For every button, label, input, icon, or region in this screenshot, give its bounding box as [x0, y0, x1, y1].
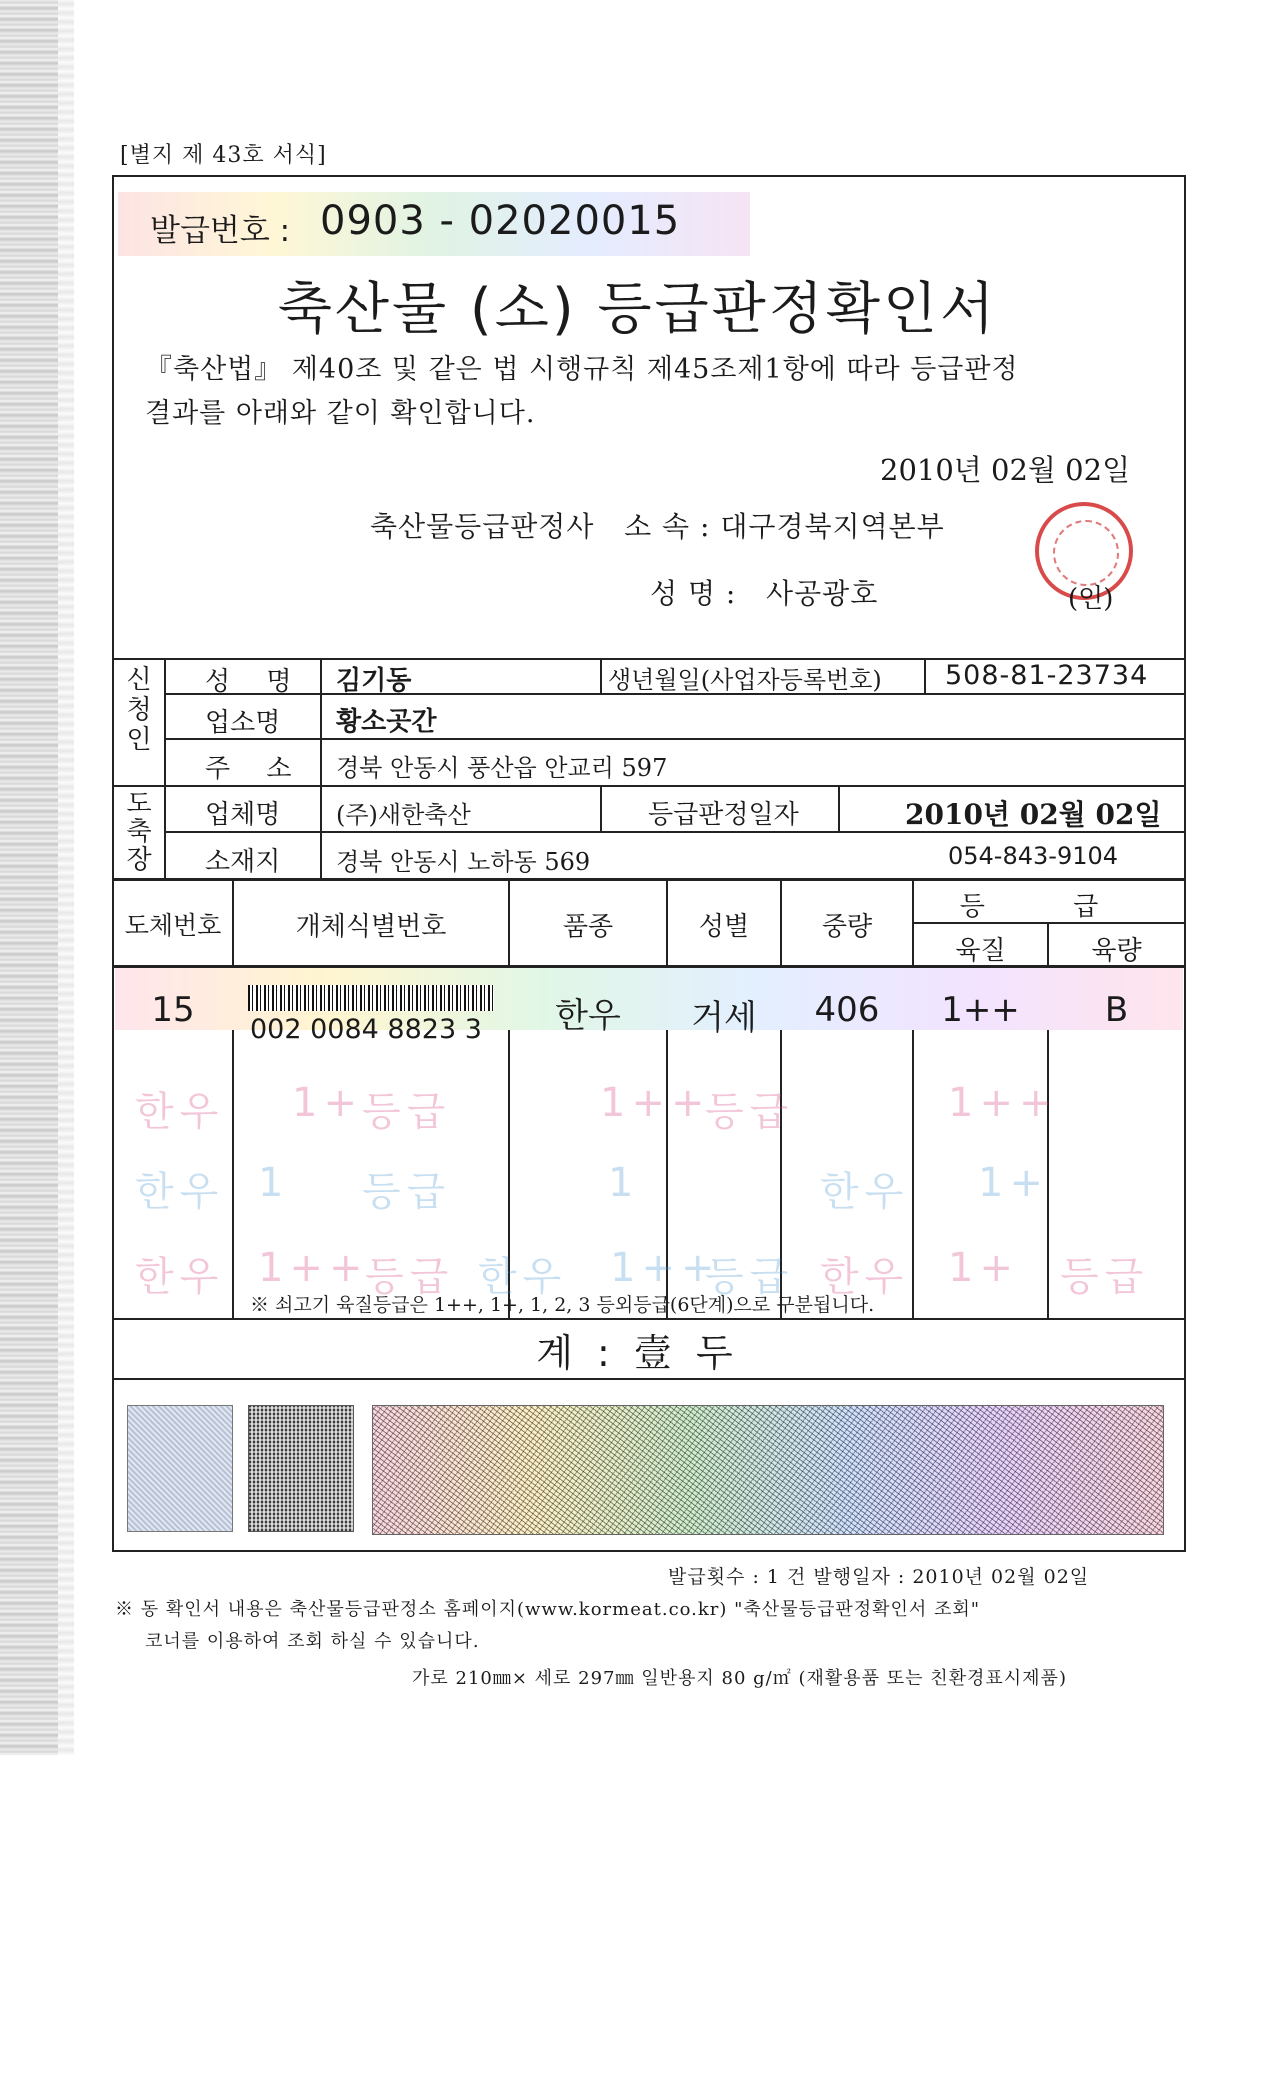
carcass-no: 15 [151, 990, 195, 1030]
watermark-text: 한우 [820, 1254, 910, 1300]
watermark-text: 등급 [362, 1169, 452, 1215]
intro-line: 결과를 아래와 같이 확인합니다. [145, 398, 536, 429]
scan-edge-artifact [0, 0, 58, 1755]
document-title: 축산물 (소) 등급판정확인서 [277, 277, 998, 342]
watermark-text: 한우 [135, 1254, 225, 1300]
location-label: 소재지 [205, 847, 281, 877]
issue-date: 2010년 02월 02일 [880, 453, 1131, 487]
address-label: 주 소 [205, 754, 306, 784]
watermark-text: 1+ [948, 1245, 1019, 1291]
watermark-text: 한우 [135, 1089, 225, 1135]
watermark-text: 1++ [610, 1245, 721, 1291]
location: 경북 안동시 노하동 569 [336, 848, 591, 876]
shop-label: 업소명 [205, 708, 281, 738]
watermark-text: 1++ [600, 1080, 711, 1126]
applicant-name: 김기동 [336, 666, 412, 696]
grade-date-label: 등급판정일자 [648, 800, 799, 830]
section-slaughterhouse: 도축장 [126, 789, 152, 875]
watermark-text: 1+ [292, 1080, 363, 1126]
barcode [248, 985, 494, 1011]
grader-affiliation [370, 505, 945, 545]
header-carcass-no: 도체번호 [124, 911, 222, 940]
name-label: 성 명 : [650, 577, 737, 610]
watermark-text: 등급 [705, 1254, 795, 1300]
watermark-text: 등급 [1060, 1254, 1150, 1300]
grade-note: ※ 쇠고기 육질등급은 1++, 1+, 1, 2, 3 등외등급(6단계)으로 구분됩니다. [250, 1294, 875, 1316]
paper-spec: 가로 210㎜× 세로 297㎜ 일반용지 80 g/㎡ (재활용품 또는 친환경표시제품) [412, 1668, 1067, 1689]
header-yield: 육량 [1091, 936, 1142, 966]
intro-text [145, 348, 1145, 436]
header-breed: 품종 [562, 912, 614, 942]
header-grade: 등 급 [959, 892, 1139, 922]
address: 경북 안동시 풍산읍 안교리 597 [336, 754, 668, 782]
phone: 054-843-9104 [948, 842, 1119, 870]
grade-date: 2010년 02월 02일 [905, 798, 1162, 831]
watermark-text: 1+ [978, 1160, 1049, 1206]
company-label: 업체명 [205, 800, 281, 830]
bizno: 508-81-23734 [945, 660, 1149, 691]
watermark-text: 1++ [258, 1245, 369, 1291]
watermark-text: 등급 [365, 1254, 455, 1300]
notice-line: 코너를 이용하여 조회 하실 수 있습니다. [145, 1631, 480, 1652]
intro-line: 『축산법』 제40조 및 같은 법 시행규칙 제45조제1항에 따라 등급판정 [145, 354, 1019, 385]
watermark-text: 1 [608, 1160, 640, 1206]
watermark-text: 등급 [705, 1089, 795, 1135]
watermark-text: 한우 [135, 1169, 225, 1215]
security-pattern [127, 1405, 233, 1532]
total-count: 계 : 壹 두 [536, 1331, 739, 1375]
watermark-text: 등급 [362, 1089, 452, 1135]
affiliation-label: 소 속 : [624, 510, 711, 543]
issue-number: 0903 - 02020015 [320, 198, 681, 244]
header-id-no: 개체식별번호 [295, 912, 447, 942]
section-applicant: 신청인 [126, 665, 152, 755]
id-no: 002 0084 8823 3 [250, 1014, 482, 1045]
watermark-text: 한우 [820, 1169, 910, 1215]
scan-edge-artifact [58, 0, 74, 1755]
issue-count: 발급횟수 : 1 건 발행일자 : 2010년 02월 02일 [668, 1566, 1090, 1588]
applicant-name-label: 성 명 [205, 667, 306, 697]
meat-yield-grade: B [1104, 990, 1129, 1030]
company: (주)새한축산 [336, 801, 471, 829]
bizno-label: 생년월일(사업자등록번호) [608, 666, 882, 694]
seal-mark: (인) [1068, 584, 1114, 614]
shop-name: 황소곳간 [336, 707, 437, 737]
sex: 거세 [691, 998, 757, 1038]
weight: 406 [814, 990, 880, 1030]
grader-title: 축산물등급판정사 [370, 510, 595, 543]
watermark-text: 한우 [478, 1254, 568, 1300]
watermark-text: 1++ [948, 1080, 1059, 1126]
grader-name [650, 572, 878, 612]
header-quality: 육질 [955, 936, 1006, 966]
meat-quality-grade: 1++ [941, 990, 1020, 1030]
issue-number-label: 발급번호 : [150, 213, 291, 249]
breed: 한우 [555, 996, 621, 1036]
security-pattern [248, 1405, 354, 1532]
form-label: [별지 제 43호 서식] [120, 143, 327, 168]
header-weight: 중량 [821, 912, 873, 942]
watermark-text: 1 [258, 1160, 290, 1206]
affiliation-value: 대구경북지역본부 [720, 510, 945, 543]
name-value: 사공광호 [766, 577, 879, 610]
header-sex: 성별 [698, 912, 750, 942]
security-pattern [372, 1405, 1164, 1535]
notice-line: ※ 동 확인서 내용은 축산물등급판정소 홈페이지(www.kormeat.co.kr) "축산물등급판정확인서 조회" [115, 1599, 981, 1620]
